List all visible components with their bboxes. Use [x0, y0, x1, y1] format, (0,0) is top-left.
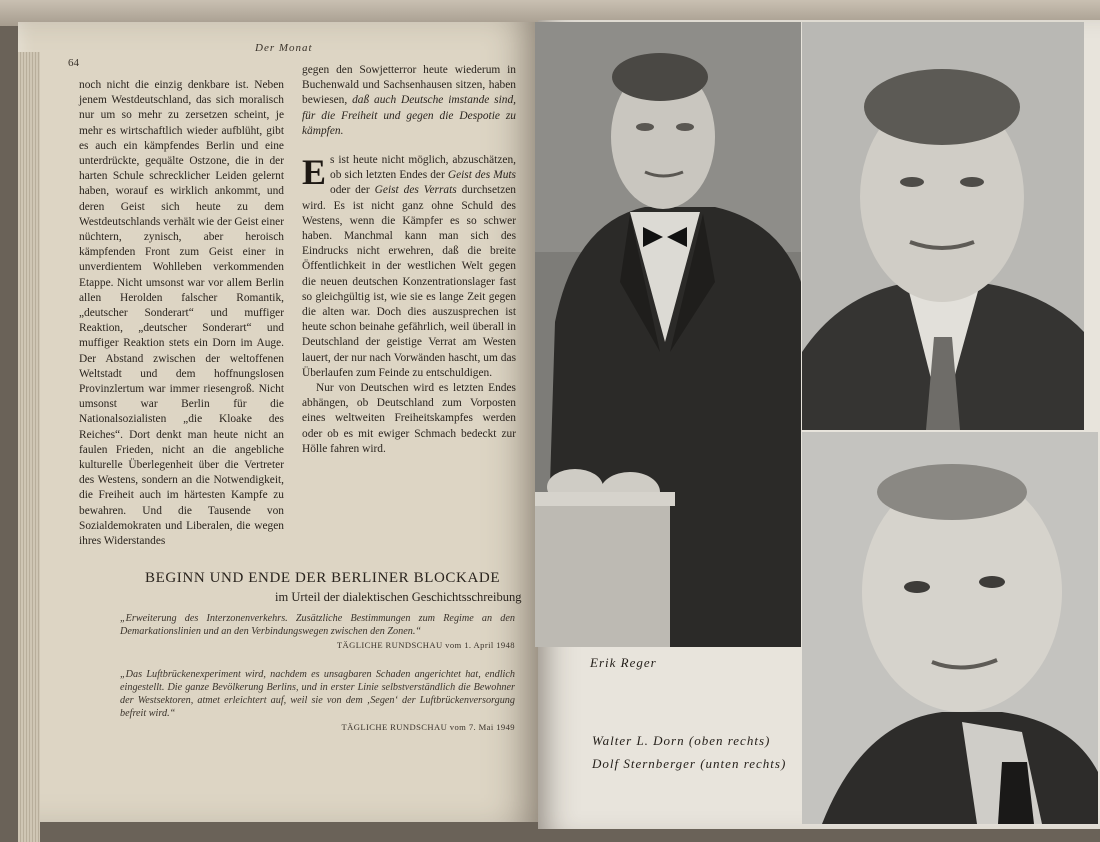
- portrait-illustration: [802, 432, 1098, 824]
- text-run: gegen den Sowjetterror heute wiederum in Buchenwald und Sachsenhausen sitzen, haben bewiesen,: [302, 64, 516, 107]
- running-head: Der Monat: [255, 42, 313, 54]
- section-subtitle: im Urteil der dialektischen Geschichtsschreibung: [275, 590, 522, 604]
- portrait-illustration: [535, 22, 801, 647]
- text-run-italic: Geist des Verrats: [374, 184, 457, 197]
- text-run-italic: daß auch Deutsche imstande sind, für die Freiheit und gegen die Despotie zu kämpfen.: [302, 94, 517, 137]
- photo-erik-reger: [535, 22, 801, 647]
- article-paragraph: noch nicht die einzig denkbare ist. Neben jenem Westdeutschland, das sich moralisch nur um so mehr zu zersetzen scheint, je mehr es wirtschaftlich wieder aufblüht, gibt es auch ein kämpfendes Berlin und eine unterdrückte, gequälte Ostzone, die in der harten Schule schrecklicher Leiden gelernt haben, worauf es wirklich ankommt, und deren Geist sich heute zu dem Westdeutschlands verhält wie der Geist einer nüchtern, zynisch, aber heroisch kämpfenden Front zum Geist einer in unverdientem Wohlleben verkommenden Etappe. Nicht umsonst war vor allem Berlin allen Herolden falscher Romantik, „deutscher Sonderart“ und muffiger Reaktion, „deutscher Sonderart“ und muffiger Reaktion stets ein Dorn im Auge. Der Abstand zwischen der weltoffenen Weltstadt und dem hoffnungslosen Provinzlertum war immer riesengroß. Nicht umsonst war Berlin für die Nationalsozialisten „die Kloake des Reiches“. Dort denkt man heute nicht an faulen Frieden, nicht an die angebliche kulturelle Überlegenheit über die Vertreter des Westens, sondern an die Notwendigkeit, die Freiheit auch im härtesten Kampfe zu bewahren. Und die Tausende von Sozialdemokraten und Liberalen, die wegen ihres Widerstandes: [79, 79, 284, 548]
- page-edges: [18, 52, 40, 842]
- article-paragraph: [302, 153, 516, 381]
- photo-dolf-sternberger: [802, 432, 1098, 824]
- portrait-illustration: [802, 22, 1084, 430]
- article-column-1: [79, 78, 284, 549]
- caption-walter-dorn: Walter L. Dorn (oben rechts): [592, 733, 771, 748]
- caption-erik-reger: Erik Reger: [590, 655, 657, 670]
- page-number: 64: [68, 57, 79, 69]
- section-title: BEGINN UND ENDE DER BERLINER BLOCKADE: [145, 570, 501, 586]
- text-run: durchsetzen wird. Es ist nicht ganz ohne Schuld des Westens, wenn die Kämpfer es so schwer haben. Manchmal kann man sich des Eindrucks nicht erwehren, daß die breite Öffentlichkeit in der westlichen Welt gegen die neuen deutschen Konzentrationslager fast so gleichgültig ist, wie sie es lange Zeit gegen die alten war. Doch dies auszusprechen ist heute schon beinahe gefährlich, weil überall in Deutschland der geistige Verrat am Westen lauert, der nur nach Vorwänden hascht, um das Überlaufen zum Feinde zu entschuldigen.: [302, 184, 516, 379]
- article-column-2: [302, 63, 516, 457]
- article-paragraph: [302, 63, 516, 139]
- quote-text: „Das Luftbrückenexperiment wird, nachdem es unsagbaren Schaden angerichtet hat, endlich eingestellt. Die ganze Bevölkerung Berlins, und in erster Linie selbstverständlich die Bewohner der Westsektoren, atmet erleichtert auf, weil sie von dem ‚Segen‘ der Luftbrückenversorgung befreit wird.“: [120, 669, 515, 719]
- article-paragraph: Nur von Deutschen wird es letzten Endes abhängen, ob Deutschland zum Vorposten eines weltweiten Freiheitskampfes werden oder ob es mit ewiger Schmach bedeckt zur Hölle fahren wird.: [302, 382, 516, 455]
- quote-source: TÄGLICHE RUNDSCHAU vom 7. Mai 1949: [341, 722, 515, 732]
- quote-block: [120, 668, 515, 734]
- drop-cap: E: [302, 152, 327, 193]
- text-run: s ist heute nicht möglich, abzuschätzen, ob sich letzten Endes der: [330, 154, 516, 182]
- quote-block: [120, 612, 515, 652]
- caption-dolf-sternberger: Dolf Sternberger (unten rechts): [592, 756, 787, 771]
- photo-walter-dorn: [802, 22, 1084, 430]
- text-run-italic: Geist des Muts: [447, 169, 516, 182]
- quote-text: „Erweiterung des Interzonenverkehrs. Zusätzliche Bestimmungen zum Regime an den Demarkationslinien und an den Verbindungswegen zwischen den Zonen.“: [120, 613, 515, 637]
- quote-source: TÄGLICHE RUNDSCHAU vom 1. April 1948: [336, 640, 515, 650]
- text-run: oder der: [330, 184, 375, 197]
